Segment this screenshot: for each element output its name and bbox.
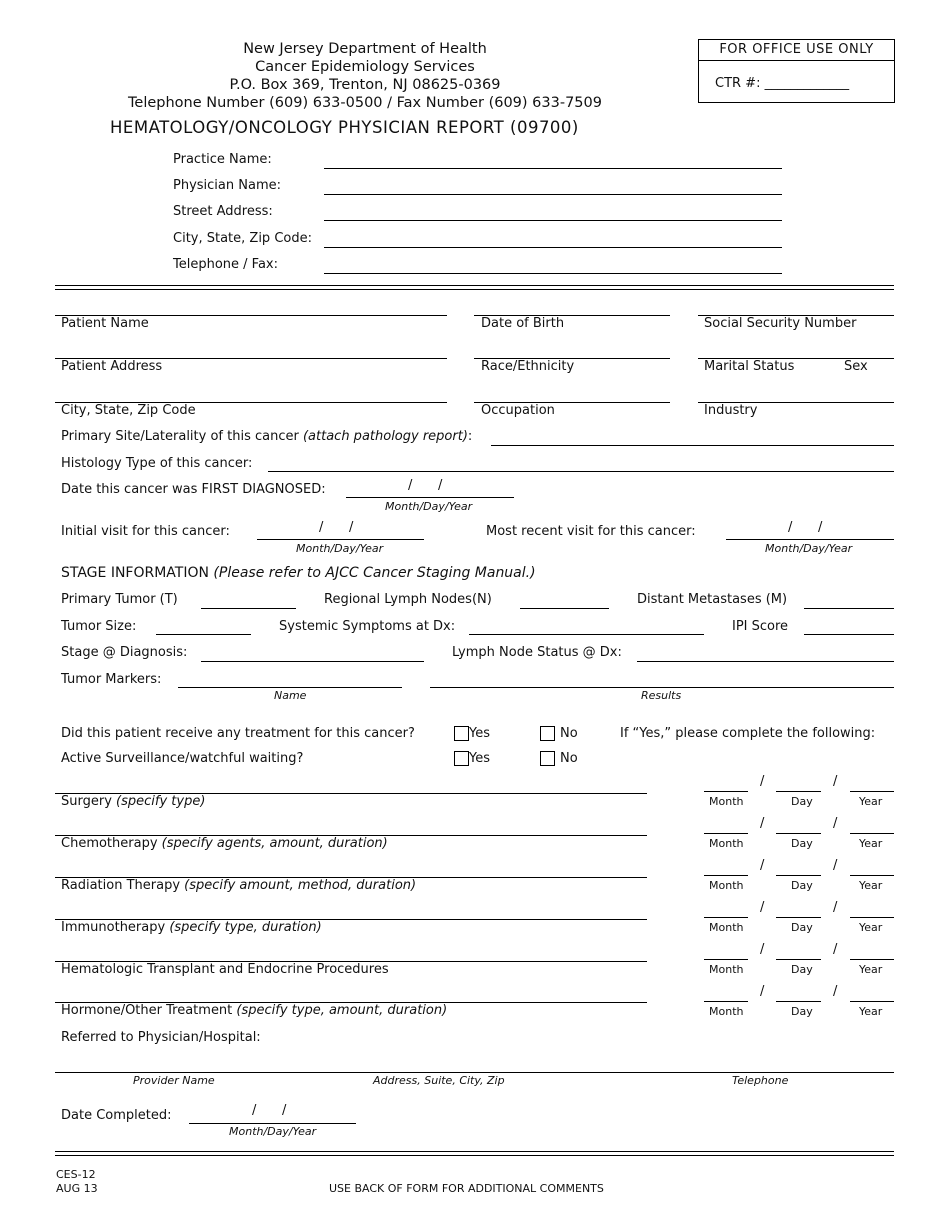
physician-name-field[interactable] xyxy=(324,194,782,195)
mdy-caption: Month/Day/Year xyxy=(229,1125,317,1138)
year-caption: Year xyxy=(859,795,883,808)
treatment-label: Radiation Therapy (specify amount, method, duration) xyxy=(61,878,417,893)
form-title: HEMATOLOGY/ONCOLOGY PHYSICIAN REPORT (09700) xyxy=(110,118,579,137)
date-slash: / xyxy=(408,478,413,493)
primary-site-field[interactable] xyxy=(491,445,894,446)
day-caption: Day xyxy=(791,837,813,850)
stage-diagnosis-field[interactable] xyxy=(201,661,424,662)
date-slash: / xyxy=(438,478,443,493)
first-diagnosed-field[interactable] xyxy=(346,497,514,498)
month-field[interactable] xyxy=(704,833,748,834)
month-caption: Month xyxy=(709,837,744,850)
street-address-field[interactable] xyxy=(324,220,782,221)
if-yes-instruction: If “Yes,” please complete the following: xyxy=(620,726,876,741)
date-slash: / xyxy=(760,984,765,999)
date-completed-label: Date Completed: xyxy=(61,1108,172,1123)
distant-metastases-label: Distant Metastases (M) xyxy=(637,592,788,607)
marker-name-caption: Name xyxy=(274,689,307,702)
date-slash: / xyxy=(833,900,838,915)
day-field[interactable] xyxy=(776,1001,821,1002)
form-date: AUG 13 xyxy=(56,1182,98,1195)
form-id: CES-12 xyxy=(56,1168,96,1181)
first-diagnosed-label: Date this cancer was FIRST DIAGNOSED: xyxy=(61,482,326,497)
date-slash: / xyxy=(833,774,838,789)
marker-results-caption: Results xyxy=(641,689,682,702)
date-slash: / xyxy=(282,1103,287,1118)
initial-visit-label: Initial visit for this cancer: xyxy=(61,524,230,539)
date-slash: / xyxy=(788,520,793,535)
month-field[interactable] xyxy=(704,917,748,918)
primary-tumor-label: Primary Tumor (T) xyxy=(61,592,178,607)
referral-telephone-caption: Telephone xyxy=(732,1074,789,1087)
date-slash: / xyxy=(349,520,354,535)
date-slash: / xyxy=(833,858,838,873)
year-field[interactable] xyxy=(850,1001,894,1002)
lymph-node-status-field[interactable] xyxy=(637,661,894,662)
race-label: Race/Ethnicity xyxy=(481,359,575,374)
month-caption: Month xyxy=(709,795,744,808)
day-caption: Day xyxy=(791,1005,813,1018)
month-caption: Month xyxy=(709,1005,744,1018)
year-field[interactable] xyxy=(850,959,894,960)
stage-diagnosis-label: Stage @ Diagnosis: xyxy=(61,645,188,660)
date-slash: / xyxy=(833,942,838,957)
referral-field[interactable] xyxy=(55,1072,894,1073)
treatment-question: Did this patient receive any treatment for this cancer? xyxy=(61,726,415,741)
primary-tumor-field[interactable] xyxy=(201,608,296,609)
year-caption: Year xyxy=(859,921,883,934)
practice-name-field[interactable] xyxy=(324,168,782,169)
date-completed-field[interactable] xyxy=(189,1123,356,1124)
month-caption: Month xyxy=(709,963,744,976)
treatment-no-checkbox[interactable] xyxy=(540,726,555,741)
ctr-number-field[interactable]: CTR #: _____________ xyxy=(715,76,850,91)
tumor-size-field[interactable] xyxy=(156,634,251,635)
patient-name-label: Patient Name xyxy=(61,316,149,331)
treatment-label: Chemotherapy (specify agents, amount, duration) xyxy=(61,836,388,851)
stage-heading: STAGE INFORMATION (Please refer to AJCC Cancer Staging Manual.) xyxy=(61,565,536,581)
systemic-symptoms-field[interactable] xyxy=(469,634,704,635)
yes-label: Yes xyxy=(469,726,490,741)
date-slash: / xyxy=(760,900,765,915)
office-use-label: FOR OFFICE USE ONLY xyxy=(699,40,894,61)
day-field[interactable] xyxy=(776,917,821,918)
ipi-score-field[interactable] xyxy=(804,634,894,635)
tumor-markers-label: Tumor Markers: xyxy=(61,672,162,687)
provider-name-caption: Provider Name xyxy=(133,1074,215,1087)
date-slash: / xyxy=(818,520,823,535)
sex-label: Sex xyxy=(844,359,868,374)
day-caption: Day xyxy=(791,963,813,976)
surveillance-no-checkbox[interactable] xyxy=(540,751,555,766)
practice-city-label: City, State, Zip Code: xyxy=(173,231,312,246)
primary-site-label: Primary Site/Laterality of this cancer (attach pathology report): xyxy=(61,429,473,444)
month-field[interactable] xyxy=(704,1001,748,1002)
no-label: No xyxy=(560,751,578,766)
telephone-fax-label: Telephone / Fax: xyxy=(173,257,278,272)
footer-divider xyxy=(55,1151,894,1156)
treatment-label: Immunotherapy (specify type, duration) xyxy=(61,920,322,935)
day-caption: Day xyxy=(791,879,813,892)
tumor-marker-name-field[interactable] xyxy=(178,687,402,688)
year-caption: Year xyxy=(859,963,883,976)
lymph-node-status-label: Lymph Node Status @ Dx: xyxy=(452,645,622,660)
year-field[interactable] xyxy=(850,833,894,834)
histology-label: Histology Type of this cancer: xyxy=(61,456,253,471)
mdy-caption: Month/Day/Year xyxy=(296,542,384,555)
treatment-yes-checkbox[interactable] xyxy=(454,726,469,741)
office-use-box xyxy=(698,39,895,103)
date-slash: / xyxy=(760,942,765,957)
ssn-label: Social Security Number xyxy=(704,316,857,331)
day-caption: Day xyxy=(791,795,813,808)
day-field[interactable] xyxy=(776,875,821,876)
mdy-caption: Month/Day/Year xyxy=(765,542,853,555)
recent-visit-field[interactable] xyxy=(726,539,894,540)
street-address-label: Street Address: xyxy=(173,204,273,219)
year-caption: Year xyxy=(859,837,883,850)
patient-address-label: Patient Address xyxy=(61,359,163,374)
tumor-marker-results-field[interactable] xyxy=(430,687,894,688)
initial-visit-field[interactable] xyxy=(257,539,424,540)
back-of-form-note: USE BACK OF FORM FOR ADDITIONAL COMMENTS xyxy=(329,1182,604,1195)
practice-name-label: Practice Name: xyxy=(173,152,272,167)
day-field[interactable] xyxy=(776,833,821,834)
month-field[interactable] xyxy=(704,959,748,960)
section-divider xyxy=(55,285,894,290)
regional-nodes-field[interactable] xyxy=(520,608,609,609)
marital-status-label: Marital Status xyxy=(704,359,795,374)
systemic-symptoms-label: Systemic Symptoms at Dx: xyxy=(279,619,456,634)
surveillance-yes-checkbox[interactable] xyxy=(454,751,469,766)
day-field[interactable] xyxy=(776,959,821,960)
month-field[interactable] xyxy=(704,875,748,876)
mdy-caption: Month/Day/Year xyxy=(385,500,473,513)
year-field[interactable] xyxy=(850,875,894,876)
histology-field[interactable] xyxy=(268,471,894,472)
date-slash: / xyxy=(252,1103,257,1118)
dob-label: Date of Birth xyxy=(481,316,565,331)
telephone-fax-field[interactable] xyxy=(324,273,782,274)
date-slash: / xyxy=(319,520,324,535)
yes-label: Yes xyxy=(469,751,490,766)
treatment-label: Hematologic Transplant and Endocrine Procedures xyxy=(61,962,389,977)
patient-city-label: City, State, Zip Code xyxy=(61,403,196,418)
occupation-label: Occupation xyxy=(481,403,555,418)
tumor-size-label: Tumor Size: xyxy=(61,619,137,634)
day-caption: Day xyxy=(791,921,813,934)
regional-nodes-label: Regional Lymph Nodes(N) xyxy=(324,592,492,607)
year-caption: Year xyxy=(859,1005,883,1018)
treatment-label: Hormone/Other Treatment (specify type, amount, duration) xyxy=(61,1003,448,1018)
year-caption: Year xyxy=(859,879,883,892)
ipi-score-label: IPI Score xyxy=(732,619,789,634)
agency-header xyxy=(90,40,640,112)
referral-label: Referred to Physician/Hospital: xyxy=(61,1030,261,1045)
year-field[interactable] xyxy=(850,917,894,918)
surveillance-question: Active Surveillance/watchful waiting? xyxy=(61,751,304,766)
year-field[interactable] xyxy=(850,791,894,792)
treatment-label: Surgery (specify type) xyxy=(61,794,206,809)
industry-label: Industry xyxy=(704,403,758,418)
recent-visit-label: Most recent visit for this cancer: xyxy=(486,524,696,539)
agency-address: P.O. Box 369, Trenton, NJ 08625-0369 xyxy=(229,77,501,93)
no-label: No xyxy=(560,726,578,741)
agency-phone-fax: Telephone Number (609) 633-0500 / Fax Number (609) 633-7509 xyxy=(128,95,602,111)
month-caption: Month xyxy=(709,879,744,892)
physician-name-label: Physician Name: xyxy=(173,178,281,193)
date-slash: / xyxy=(760,774,765,789)
date-slash: / xyxy=(760,816,765,831)
day-field[interactable] xyxy=(776,791,821,792)
referral-address-caption: Address, Suite, City, Zip xyxy=(373,1074,505,1087)
division-name: Cancer Epidemiology Services xyxy=(255,59,475,75)
distant-metastases-field[interactable] xyxy=(804,608,894,609)
date-slash: / xyxy=(760,858,765,873)
month-caption: Month xyxy=(709,921,744,934)
agency-name: New Jersey Department of Health xyxy=(243,41,487,57)
practice-city-field[interactable] xyxy=(324,247,782,248)
date-slash: / xyxy=(833,984,838,999)
month-field[interactable] xyxy=(704,791,748,792)
date-slash: / xyxy=(833,816,838,831)
